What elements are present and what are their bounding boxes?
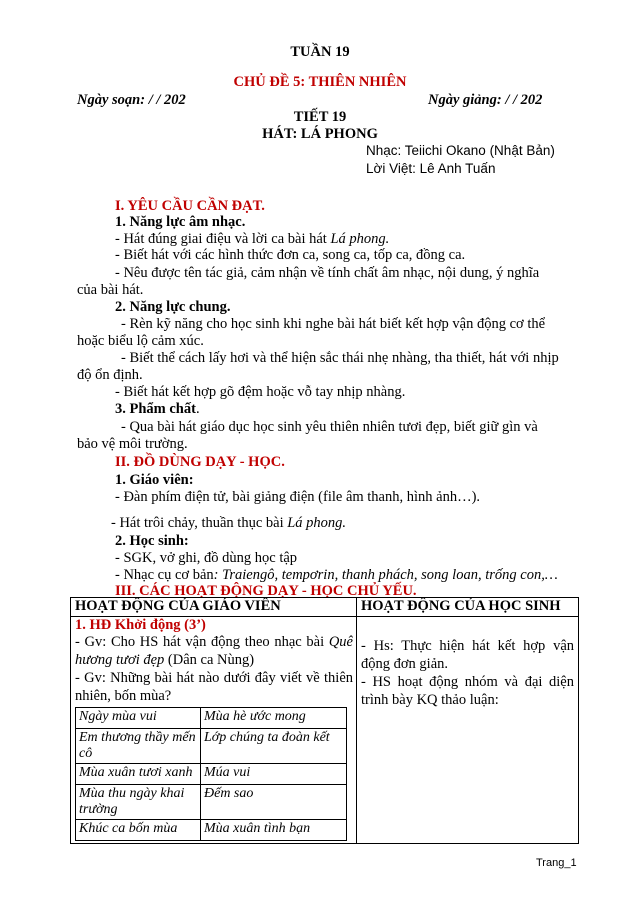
song-title: HÁT: LÁ PHONG [262, 126, 378, 142]
page-number: Trang_1 [536, 857, 577, 869]
objective-line: - Biết hát với các hình thức đơn ca, song ca, tốp ca, đồng ca. [115, 247, 466, 263]
song-option: Múa vui [201, 764, 347, 785]
teach-date: Ngày giảng: / / 202 [428, 92, 543, 108]
subheading-general-competence: 2. Năng lực chung. [115, 299, 231, 315]
lesson-number: TIẾT 19 [293, 109, 347, 125]
song-option: Mùa hè ước mong [201, 708, 347, 729]
objective-line: độ ổn định. [77, 367, 143, 383]
qualities-label: 3. Phẩm chất [115, 401, 196, 417]
student-response: - HS hoạt động nhóm và đại diện trình bày KQ thảo luận: [361, 674, 574, 708]
song-option-row [76, 820, 347, 841]
objective-line: - Rèn kỹ năng cho học sinh khi nghe bài hát biết kết hợp vận động cơ thể [121, 316, 546, 332]
material-line: - SGK, vở ghi, đồ dùng học tập [115, 550, 298, 566]
song-option: Mùa xuân tươi xanh [76, 764, 201, 785]
music-credit: Nhạc: Teiichi Okano (Nhật Bản) [366, 143, 555, 158]
objective-line: hoặc biểu lộ cảm xúc. [77, 333, 204, 349]
material-line: - Đàn phím điện tử, bài giảng điện (file âm thanh, hình ảnh…). [115, 489, 481, 505]
objective-line: - Nêu được tên tác giả, cảm nhận về tính chất âm nhạc, nội dung, ý nghĩa [115, 265, 540, 281]
student-activity-cell [357, 617, 579, 844]
song-option: Mùa xuân tình bạn [201, 820, 347, 841]
song-option: Ngày mùa vui [76, 708, 201, 729]
material-line [111, 515, 346, 532]
song-option: Mùa thu ngày khai trường [76, 785, 201, 820]
week-title: TUẦN 19 [290, 44, 350, 60]
song-option-row [76, 708, 347, 729]
qualities-dot: . [195, 401, 200, 417]
prep-date: Ngày soạn: / / 202 [77, 92, 186, 108]
section-1-heading: I. YÊU CẦU CẦN ĐẠT. [115, 198, 265, 214]
objective-line: - Biết thể cách lấy hơi và thể hiện sắc thái nhẹ nhàng, tha thiết, hát với nhịp [121, 350, 559, 366]
song-option-row [76, 729, 347, 764]
subheading-students: 2. Học sinh: [115, 533, 189, 549]
objective-line: bảo vệ môi trường. [77, 436, 188, 452]
objective-line [115, 231, 389, 248]
material-line [115, 567, 558, 584]
song-option: Em thương thầy mến cô [76, 729, 201, 764]
song-origin: (Dân ca Nùng) [164, 652, 255, 668]
song-option: Khúc ca bốn mùa [76, 820, 201, 841]
teacher-column-header: HOẠT ĐỘNG CỦA GIÁO VIÊN [71, 598, 357, 617]
song-option-row [76, 785, 347, 820]
subheading-teacher: 1. Giáo viên: [115, 472, 194, 488]
song-name: Lá phong. [330, 231, 390, 247]
section-3-heading: III. CÁC HOẠT ĐỘNG DẠY - HỌC CHỦ YẾU. [115, 583, 417, 599]
subheading-music-competence: 1. Năng lực âm nhạc. [115, 214, 246, 230]
material-text: - Hát trôi chảy, thuần thục bài [111, 515, 288, 531]
teacher-instruction [75, 633, 353, 669]
song-options-table [75, 707, 347, 841]
song-name: Lá phong. [287, 515, 347, 531]
objective-line: của bài hát. [77, 282, 144, 298]
objective-line: - Qua bài hát giáo dục học sinh yêu thiên nhiên tươi đẹp, biết giữ gìn và [121, 419, 538, 435]
material-text: - Nhạc cụ cơ bản [115, 567, 214, 583]
student-column-header: HOẠT ĐỘNG CỦA HỌC SINH [357, 598, 579, 617]
teacher-activity-cell [71, 617, 357, 844]
activity-title: 1. HĐ Khởi động (3’) [75, 617, 206, 633]
subheading-qualities [115, 401, 200, 418]
objective-text: - Hát đúng giai điệu và lời ca bài hát [115, 231, 331, 247]
theme-title: CHỦ ĐỀ 5: THIÊN NHIÊN [233, 74, 407, 90]
section-2-heading: II. ĐỒ DÙNG DẠY - HỌC. [115, 454, 285, 470]
activities-table [70, 597, 579, 844]
objective-line: - Biết hát kết hợp gõ đệm hoặc vỗ tay nhịp nhàng. [115, 384, 406, 400]
instruments-list: : Traiengô, tempơrin, thanh phách, song loan, trống con,… [213, 567, 558, 583]
song-name: Quê hương tươi đẹp [75, 634, 353, 668]
song-option: Đếm sao [201, 785, 347, 820]
song-option-row [76, 764, 347, 785]
teacher-instruction-text: - Gv: Cho HS hát vận động theo nhạc bài [75, 634, 329, 650]
student-response: - Hs: Thực hiện hát kết hợp vận động đơn giản. [361, 638, 574, 672]
lyrics-credit: Lời Việt: Lê Anh Tuấn [366, 161, 496, 176]
song-option: Lớp chúng ta đoàn kết [201, 729, 347, 764]
teacher-question: - Gv: Những bài hát nào dưới đây viết về thiên nhiên, bốn mùa? [75, 670, 353, 704]
